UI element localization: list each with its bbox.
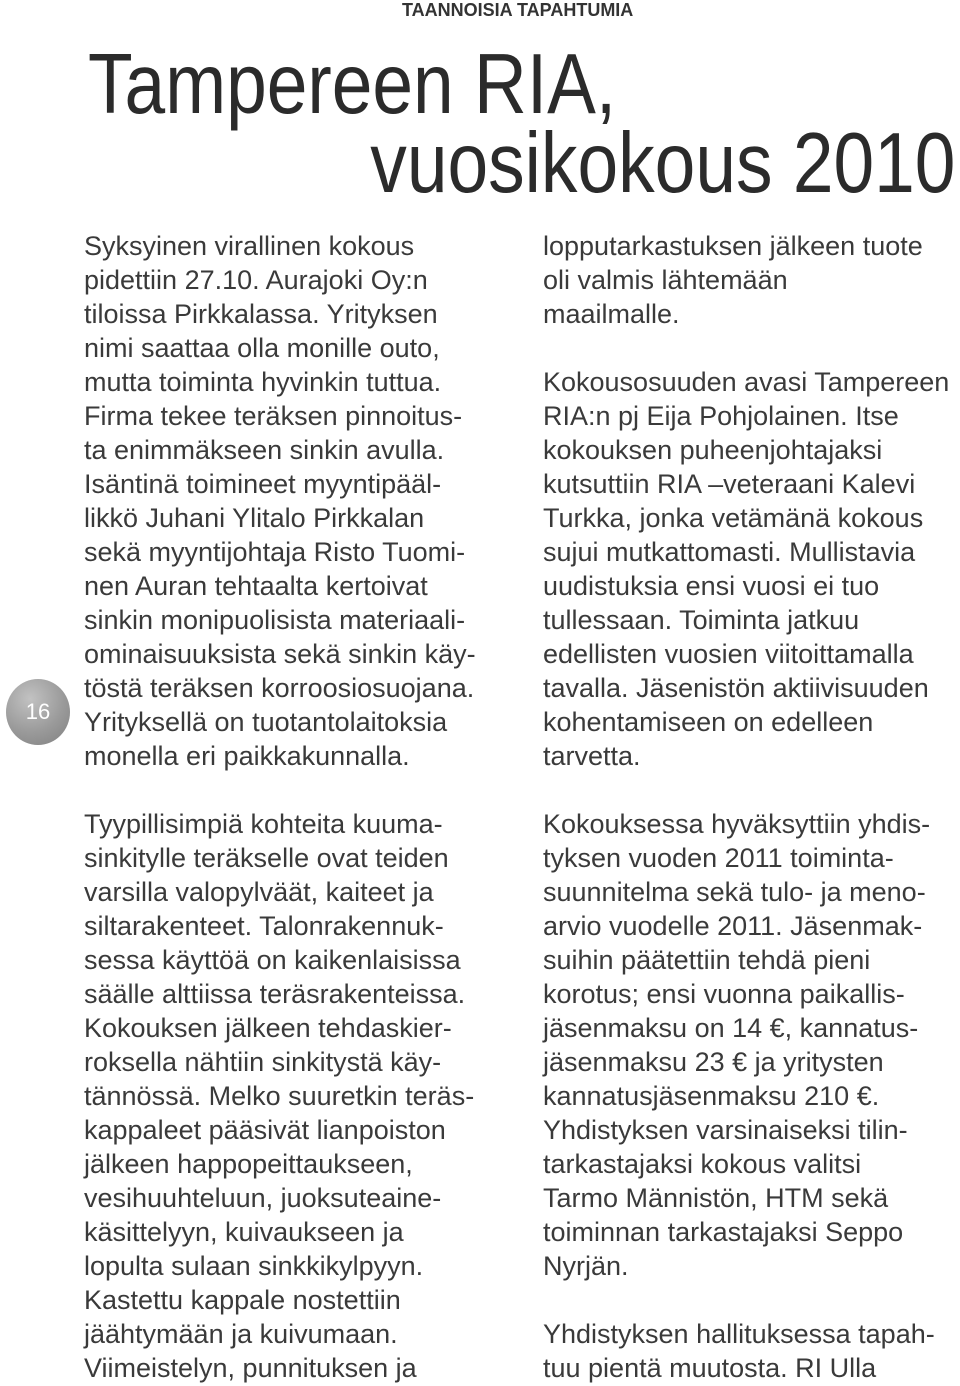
text-line: lopputarkastuksen jälkeen tuote <box>543 231 923 261</box>
text-line: likkö Juhani Ylitalo Pirkkalan <box>84 503 425 533</box>
text-line: tännössä. Melko suuretkin teräs- <box>84 1081 475 1111</box>
paragraph <box>84 807 524 1385</box>
text-line: käsittelyyn, kuivaukseen ja <box>84 1217 404 1247</box>
text-line: lopulta sulaan sinkkikylpyyn. <box>84 1251 424 1281</box>
text-line: Kastettu kappale nostettiin <box>84 1285 401 1315</box>
text-line: Kokouksen jälkeen tehdaskier- <box>84 1013 452 1043</box>
text-line: töstä teräksen korroosiosuojana. <box>84 673 475 703</box>
text-line: Nyrjän. <box>543 1251 629 1281</box>
text-line: Tarmo Männistön, HTM sekä <box>543 1183 889 1213</box>
text-line: jäähtymään ja kuivumaan. <box>84 1319 398 1349</box>
text-line: uudistuksia ensi vuosi ei tuo <box>543 571 880 601</box>
text-line: sinkitylle teräkselle ovat teiden <box>84 843 449 873</box>
text-line: Kokousosuuden avasi Tampereen <box>543 367 950 397</box>
text-line: maailmalle. <box>543 299 680 329</box>
paragraph <box>84 229 524 773</box>
text-line: sinkin monipuolisista materiaali- <box>84 605 466 635</box>
text-line: RIA:n pj Eija Pohjolainen. Itse <box>543 401 899 431</box>
text-line: Tyypillisimpiä kohteita kuuma- <box>84 809 443 839</box>
text-line: tarvetta. <box>543 741 641 771</box>
text-line: Kokouksessa hyväksyttiin yhdis- <box>543 809 931 839</box>
text-line: korotus; ensi vuonna paikallis- <box>543 979 905 1009</box>
section-label: TAANNOISIA TAPAHTUMIA <box>402 0 634 20</box>
text-line: roksella nähtiin sinkitystä käy- <box>84 1047 442 1077</box>
page-number: 16 <box>25 699 51 724</box>
text-line: ta enimmäkseen sinkin avulla. <box>84 435 445 465</box>
text-line: jälkeen happopeittaukseen, <box>84 1149 413 1179</box>
text-line: sessa käyttöä on kaikenlaisissa <box>84 945 461 975</box>
text-line: kappaleet pääsivät lianpoiston <box>84 1115 446 1145</box>
page-number-badge <box>6 679 70 745</box>
text-line: sekä myyntijohtaja Risto Tuomi- <box>84 537 466 567</box>
text-line: säälle alttiissa teräsrakenteissa. <box>84 979 466 1009</box>
paragraph <box>543 1317 958 1385</box>
text-line: varsilla valopylväät, kaiteet ja <box>84 877 434 907</box>
article-title-line-1: Tampereen RIA, <box>88 37 617 132</box>
text-line: tavalla. Jäsenistön aktiivisuuden <box>543 673 929 703</box>
text-line: tyksen vuoden 2011 toiminta- <box>543 843 894 873</box>
text-line: toiminnan tarkastajaksi Seppo <box>543 1217 904 1247</box>
text-line: kohentamiseen on edelleen <box>543 707 874 737</box>
text-line: arvio vuodelle 2011. Jäsenmak- <box>543 911 923 941</box>
text-line: ominaisuuksista sekä sinkin käy- <box>84 639 476 669</box>
text-line: Yrityksellä on tuotantolaitoksia <box>84 707 448 737</box>
text-line: edellisten vuosien viitoittamalla <box>543 639 914 669</box>
text-line: tarkastajaksi kokous valitsi <box>543 1149 862 1179</box>
paragraph <box>543 229 958 331</box>
text-line: suunnitelma sekä tulo- ja meno- <box>543 877 926 907</box>
text-line: suihin päätettiin tehdä pieni <box>543 945 871 975</box>
text-line: siltarakenteet. Talonrakennuk- <box>84 911 444 941</box>
text-line: Firma tekee teräksen pinnoitus- <box>84 401 463 431</box>
text-line: nen Auran tehtaalta kertoivat <box>84 571 428 601</box>
text-line: pidettiin 27.10. Aurajoki Oy:n <box>84 265 428 295</box>
left-column <box>84 229 524 1385</box>
text-line: sujui mutkattomasti. Mullistavia <box>543 537 916 567</box>
text-line: Yhdistyksen hallituksessa tapah- <box>543 1319 935 1349</box>
text-line: jäsenmaksu 23 € ja yritysten <box>543 1047 884 1077</box>
text-line: tullessaan. Toiminta jatkuu <box>543 605 860 635</box>
text-line: Isäntinä toimineet myyntipääl- <box>84 469 442 499</box>
text-line: vesihuuhteluun, juoksuteaine- <box>84 1183 442 1213</box>
text-line: Viimeistelyn, punnituksen ja <box>84 1353 417 1383</box>
text-line: oli valmis lähtemään <box>543 265 788 295</box>
text-line: nimi saattaa olla monille outo, <box>84 333 440 363</box>
text-line: tuu pientä muutosta. RI Ulla <box>543 1353 877 1383</box>
text-line: jäsenmaksu on 14 €, kannatus- <box>543 1013 919 1043</box>
text-line: mutta toiminta hyvinkin tuttua. <box>84 367 442 397</box>
paragraph <box>543 365 958 773</box>
paragraph <box>543 807 958 1283</box>
text-line: tiloissa Pirkkalassa. Yrityksen <box>84 299 438 329</box>
right-column <box>543 229 958 1385</box>
article-title-line-2: vuosikokous 2010 <box>369 116 955 211</box>
text-line: kutsuttiin RIA –veteraani Kalevi <box>543 469 916 499</box>
text-line: monella eri paikkakunnalla. <box>84 741 410 771</box>
text-line: Turkka, jonka vetämänä kokous <box>543 503 924 533</box>
text-line: kannatusjäsenmaksu 210 €. <box>543 1081 880 1111</box>
text-line: kokouksen puheenjohtajaksi <box>543 435 883 465</box>
text-line: Yhdistyksen varsinaiseksi tilin- <box>543 1115 908 1145</box>
text-line: Syksyinen virallinen kokous <box>84 231 415 261</box>
